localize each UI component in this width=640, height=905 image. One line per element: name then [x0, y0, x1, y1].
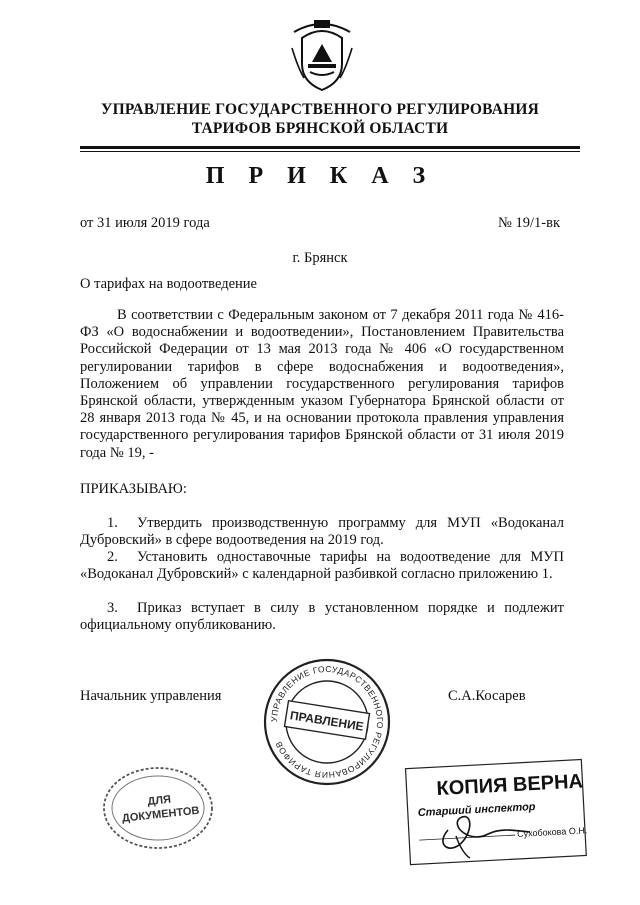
order-item-number: 3. [107, 600, 118, 616]
documents-stamp-line1: ДЛЯ [146, 793, 172, 809]
org-name-line1: УПРАВЛЕНИЕ ГОСУДАРСТВЕННОГО РЕГУЛИРОВАНИЯ [101, 101, 539, 118]
official-seal-stamp [262, 657, 392, 787]
seal-ring-text: УПРАВЛЕНИЕ ГОСУДАРСТВЕННОГО РЕГУЛИРОВАНИЯ ТАРИФОВ [268, 663, 386, 781]
preamble-paragraph: В соответствии с Федеральным законом от 7 декабря 2011 года № 416-ФЗ «О водоснабжении и водоотведении», Постановлением Правительства Российской Федерации от 13 мая 2013 года № 406 «О государственном регулировании тарифов в сфере водоснабжения и водоотведения», Положением об управлении государственного регулирования тарифов Брянской области, утвержденным указом Губернатора Брянской области от 28 января 2013 года № 45, и на основании протокола правления управления государственного регулирования тарифов Брянской области от 31 июля 2019 года № 19, - [80, 307, 564, 461]
order-item-text: Утвердить производственную программу для МУП «Водоканал Дубровский» в сфере водоотведения на 2019 год. [80, 515, 564, 549]
order-item-number: 1. [107, 515, 118, 531]
coat-of-arms-icon [290, 18, 354, 94]
handwritten-signature [430, 800, 540, 860]
document-subject: О тарифах на водоотведение [80, 276, 257, 292]
copy-stamp-title: КОПИЯ ВЕРНА [436, 770, 584, 801]
copy-stamp-role: Старший инспектор [417, 800, 536, 820]
signatory-name: С.А.Косарев [448, 688, 526, 704]
document-place: г. Брянск [292, 250, 348, 266]
order-item-3 [80, 600, 564, 634]
signatory-position: Начальник управления [80, 688, 222, 704]
document-type: П Р И К А З [205, 163, 435, 189]
header-divider-thick [80, 146, 580, 149]
document-date: от 31 июля 2019 года [80, 215, 210, 231]
documents-stamp-line2: ДОКУМЕНТОВ [121, 804, 200, 825]
org-name-line2: ТАРИФОВ БРЯНСКОЙ ОБЛАСТИ [191, 120, 449, 137]
order-item-text: Приказ вступает в силу в установленном порядке и подлежит официальному опубликованию. [80, 600, 564, 634]
order-item-1 [80, 515, 564, 549]
order-word: ПРИКАЗЫВАЮ: [80, 481, 187, 497]
order-item-number: 2. [107, 549, 118, 565]
header-divider-thin [80, 151, 580, 152]
order-item-text: Установить одноставочные тарифы на водоотведение для МУП «Водоканал Дубровский» с календарной разбивкой согласно приложению 1. [80, 549, 564, 583]
order-item-2 [80, 549, 564, 583]
documents-stamp [98, 760, 218, 856]
copy-stamp-name: Сухобокова О.Н. [516, 825, 588, 839]
seal-center-text: ПРАВЛЕНИЕ [289, 708, 365, 734]
document-number: № 19/1-вк [498, 215, 560, 231]
